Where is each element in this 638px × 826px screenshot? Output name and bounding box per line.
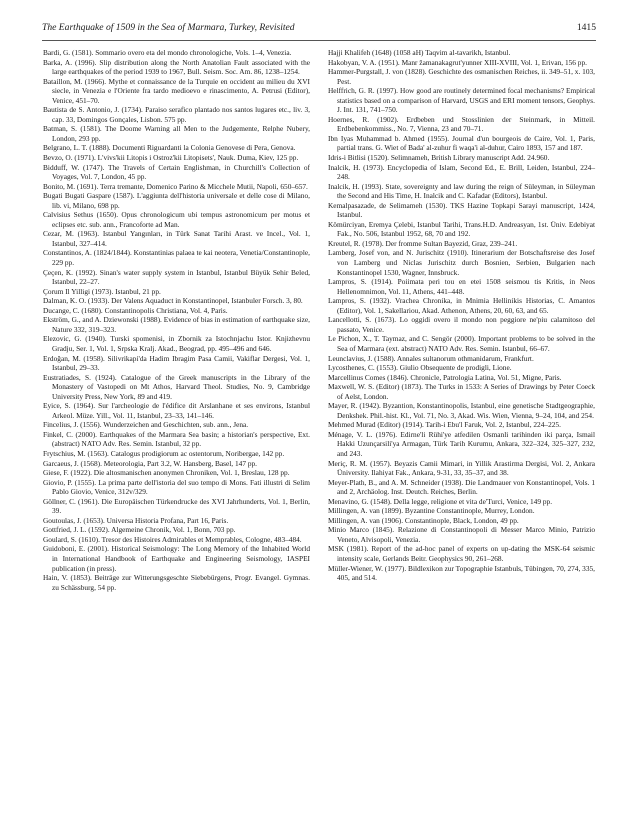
- reference-entry: Barka, A. (1996). Slip distribution along the North Anatolian Fault associated with the large earthquakes of the period 1939 to 1967, Bull. Seism. Soc. Am. 86, 1238–1254.: [43, 57, 310, 77]
- references-right-column: [328, 48, 595, 583]
- reference-entry: Belgrano, L. T. (1888). Documenti Riguardanti la Colonia Genovese di Pera, Genova.: [43, 143, 296, 153]
- references-left-column: [43, 48, 310, 592]
- reference-entry: Lampros, S. (1914). Poiimata peri tou en etei 1508 seismou tis Kritis, in Neos Hellenomnimon, Vol. 11, Athens, 441–448.: [328, 277, 595, 296]
- reference-entry: Calvisius Sethus (1650). Opus chronologicum ubi tempus astronomicum per motus et eclipses etc. sub. ann., Francoforte ad Man.: [43, 210, 310, 229]
- reference-entry: Inalcik, H. (1993). State, sovereignty and law during the reign of Süleyman, in Süleyman the Second and His Time, H. Inalcik and C. Kafadar (Editors), Istanbul.: [328, 181, 595, 201]
- reference-entry: Ménage, V. L. (1976). Edirne'li Rühi'ye atfedilen Osmanli tarihinden iki parça, Ismail Hakki Uzunçarsili'ya Armagan, Türk Tarih Kurumu, Ankara, 322–324, 325–327, 232, and 243.: [328, 429, 595, 458]
- reference-entry: Leunclavius, J. (1588). Annales sultanorum othmanidarum, Frankfurt.: [328, 353, 534, 363]
- reference-entry: Bevzo, O. (1971). L'vivs'kii Litopis i Ostroz'kii Litopisets', Nauk. Duma, Kiev, 125 pp.: [43, 153, 299, 163]
- reference-entry: Bidduff, W. (1747). The Travels of Certain Englishman, in Churchill's Collection of Voyages, Vol. 7, London, 45 pp.: [43, 162, 310, 182]
- reference-entry: Hain, V. (1853). Beiträge zur Witterungsgeschte Siebebürgens, Progr. Evangel. Gymnas. zu Schässburg, 54 pp.: [43, 573, 310, 592]
- page-header: [42, 22, 596, 36]
- reference-entry: Bautista de S. Antonio, J. (1734). Paraiso serafico plantado nos santos lugares etc., liv. 3, cap. 33, Domingos Gonçales, Lisbon. 575 pp.: [43, 105, 310, 124]
- reference-entry: Ducange, C. (1680). Constantinopolis Christiana, Vol. 4, Paris.: [43, 305, 228, 315]
- reference-entry: Müller-Wiener, W. (1977). Bildlexikon zur Topographie Istanbuls, Tübingen, 70, 274, 335, 405, and 514.: [328, 563, 595, 583]
- reference-entry: Eustratiades, S. (1924). Catalogue of the Greek manuscripts in the Library of the Monastery of Vastopedi on Mt Athos, Harvard Theol. Studies, No. 9, Cambridge University Press, New York, 89 and 419.: [43, 372, 310, 401]
- reference-entry: Meyer-Plath, B., and A. M. Schneider (1938). Die Landmauer von Konstantinopel, Vols. 1 and 2, Archäolog. Inst. Deutch. Reiches, Berlin.: [328, 477, 595, 497]
- reference-entry: Millingen, A. van (1899). Byzantine Constantinople, Murrey, London.: [328, 506, 535, 516]
- reference-entry: Gottfried, J. L. (1592). Algemeine Chronik, Vol. 1, Bonn, 703 pp.: [43, 525, 236, 535]
- reference-entry: Bugati Bugati Gaspare (1587). L'aggiunta dell'historia universale et delle cose di Milano, lib. vi, Milano, 698 pp.: [43, 191, 310, 210]
- reference-entry: Batman, S. (1581). The Doome Warning all Men to the Judgemente, Relphe Nubery, London, 293 pp.: [43, 124, 310, 143]
- reference-entry: Hakobyan, V. A. (1951). Manr žamanakagrut'yunner XIII-XVIII, Vol. 1, Erivan, 156 pp.: [328, 57, 587, 67]
- reference-entry: Cezar, M. (1963). Istanbul Yangınları, in Türk Sanat Tarihi Arast. ve Incel., Vol. 1, Istanbul, 327–414.: [43, 229, 310, 248]
- reference-entry: Erdoğan, M. (1958). Silivrikapi'da Hadim Ibragim Pasa Camii, Vakiflar Dergesi, Vol. 1, Istanbul, 29–33.: [43, 353, 310, 373]
- reference-entry: Marcellinus Comes (1846). Chronicle, Patrologia Latina, Vol. 51, Migne, Paris.: [328, 372, 562, 382]
- reference-entry: Lancellotti, S. (1673). Lo oggidi overo il mondo non peggiore ne'piu calamitoso del passato, Venice.: [328, 315, 595, 334]
- reference-entry: Mehmed Murad (Editor) (1914). Tarih-i Ebu'l Faruk, Vol. 2, Istanbul, 224–225.: [328, 420, 561, 430]
- page-number: 1415: [576, 22, 596, 33]
- reference-entry: Lamberg, Josef von, and N. Jurischitz (1910). Itinerarium der Botschaftsreise des Josef von Lamberg und Niclas Jurischitz durch Bosnien, Serbien, Bulgarien nach Konstantinopel 1530, Wagner, Innsbruck.: [328, 248, 595, 277]
- reference-entry: Bonito, M. (1691). Terra tremante, Domenico Parino & Micchele Mutii, Napoli, 650–657.: [43, 181, 308, 191]
- reference-entry: Çeçen, K. (1992). Sinan's water supply system in Istanbul, Istanbul Büyük Sehir Beled, Istanbul, 22–27.: [43, 267, 310, 287]
- reference-entry: Minio Marco (1845). Relazione di Constantinopoli di Messer Marco Minio, Patrizio Veneto, Alvisopoli, Venezia.: [328, 525, 595, 544]
- reference-entry: Goutoulas, J. (1653). Universa Historia Profana, Part 16, Paris.: [43, 515, 229, 525]
- reference-entry: Helffrich, G. R. (1997). How good are routinely determined focal mechanisms? Empirical statistics based on a comparison of Harvard, USGS and ERI moment tensors, Geophys. J. Int. 131, 741–750.: [328, 86, 595, 115]
- reference-entry: Maxwell, W. S. (Editor) (1873). The Turks in 1533: A Series of Drawings by Peter Coeck of Aelst, London.: [328, 382, 595, 401]
- running-title: The Earthquake of 1509 in the Sea of Marmara, Turkey, Revisited: [42, 22, 295, 33]
- reference-entry: Bataillon, M. (1966). Mythe et connaissance de la Turquie en occident au milieu du XVI siecle, in Venezia e l'Oriente fra tardo medioevo e rinascimento, A. Petrusi (Editor), Venice, 451–70.: [43, 76, 310, 105]
- reference-entry: Ibn Iyas Muhammad b. Ahmed (1955). Journal d'un bourgeois de Caire, Vol. 1, Paris, partial trans. G. Wiet of Bada' al-zuhur fi waqa'i al-duhur, Cairo 1893, 157 and 187.: [328, 133, 595, 153]
- reference-entry: Göllner, C. (1961). Die Europäischen Türkendrucke des XVI Jahrhunderts, Vol. 1, Berlin, 39.: [43, 496, 310, 516]
- reference-entry: Hajji Khalifeh (1648) (1058 aH) Taqvim al-tavarikh, Istanbul.: [328, 48, 511, 57]
- reference-entry: Kömürciyan, Eremya Çelebi, Istanbul Tarihi, Trans.H.D. Andreasyan, 1st. Üniv. Edebiyat Fak., No. 506, Istanbul 1952, 68, 70 and 192.: [328, 219, 595, 239]
- reference-entry: Ekström, G., and A. Dziewonski (1988). Evidence of bias in estimation of earthquake size, Nature 332, 319–323.: [43, 315, 310, 334]
- reference-entry: Constantinos, A. (1824/1844). Konstantinias palaea te kai neotera, Venetia/Constantinople, 229 pp.: [43, 248, 310, 268]
- reference-entry: Meriç, R. M. (1957). Beyazis Camii Mimari, in Yillik Arastirma Dergisi, Vol. 2, Ankara Üniversity. Ilahiyat Fak., Ankara, 9-31, 33, 35–37, and 38.: [328, 458, 595, 478]
- reference-entry: Lampros, S. (1932). Vrachea Chronika, in Mnimia Hellinikis Historias, C. Amantos (Editor), Vol. 1, Sakellariou, Akad. Athenon, Athens, 20, 60, 63, and 65.: [328, 296, 595, 315]
- reference-entry: Inalcik, H. (1973). Encyclopedia of Islam, Second Ed., E. Brill, Leiden, Istanbul, 224–248.: [328, 162, 595, 182]
- header-rule: [42, 40, 596, 41]
- reference-entry: Goulard, S. (1610). Tresor des Histoires Admirables et Memprables, Cologne, 483–484.: [43, 534, 302, 544]
- reference-entry: Le Pichon, X., T. Taymaz, and C. Sengör (2000). Important problems to be solved in the Sea of Marmara (ext. abstract) NATO Adv. Res. Semin. Istanbul, 66–67.: [328, 334, 595, 353]
- reference-entry: Menavino, G. (1548). Della legge, religione et vita de'Turci, Venice, 149 pp.: [328, 496, 553, 506]
- reference-entry: Fincelius, J. (1556). Wunderzeichen and Geschichten, sub. ann., Jena.: [43, 420, 249, 430]
- reference-entry: Mayer, R. (1942). Byzantion, Konstantinopolis, Istanbul, eine genetische Stadtgeographie, Denkshek. Phil.-hist. Kl., Vol. 71, No. 3, Akad. Wis. Wien, Vienna, 9–24, 104, and 254.: [328, 401, 595, 420]
- reference-entry: Hammer-Purgstall, J. von (1828). Geschichte des osmanischen Reiches, ii. 349–51, x. 103, Pest.: [328, 67, 595, 86]
- reference-entry: Elezovic, G. (1940). Turski spomenisi, in Zbornik za Istochnjachu Istor. Knjizhevnu Gradju, Ser. 1, Vol. 1, Srpska Kralj. Akad., Beograd, pp. 495–496 and 646.: [43, 334, 310, 353]
- reference-entry: Millingen, A. van (1906). Constantinople, Black, London, 49 pp.: [328, 515, 519, 525]
- reference-entry: Çorum Il Yilligi (1973). Istanbul, 21 pp.: [43, 286, 161, 296]
- reference-entry: Eyice, S. (1964). Sur l'archeologie de l'édifice dit Arslanhane et ses environs, Istanbul Arkeol. Müze. Yill., Vol. 11, Istanbul, 23–33, 141–146.: [43, 401, 310, 420]
- reference-entry: MSK (1981). Report of the ad-hoc panel of experts on up-dating the MSK-64 seismic intensity scale, Gerlands Beitr. Geophysics 90, 261–268.: [328, 544, 595, 563]
- reference-entry: Kreutel, R. (1978). Der fromme Sultan Bayezid, Graz, 239–241.: [328, 238, 518, 248]
- reference-entry: Garcaeus, J. (1568). Meteorologia, Part 3.2, W. Hansberg, Basel, 147 pp.: [43, 458, 258, 468]
- reference-entry: Giese, F. (1922). Die altosmanischen anonymen Chroniken, Vol. 1, Breslau, 128 pp.: [43, 468, 290, 478]
- reference-entry: Lycosthenes, C. (1553). Giulio Obsequente de prodigli, Lione.: [328, 363, 512, 373]
- reference-entry: Finkel, C. (2000). Earthquakes of the Marmara Sea basin; a historian's perspective, Ext. (abstract) NATO Adv. Res. Semin. Istanbul, 32 pp.: [43, 429, 310, 449]
- reference-entry: Giovio, P. (1555). La prima parte dell'istoria del suo tempo di Mons. Fati illustri di Selim Pablo Giovio, Venice, 312v/329.: [43, 477, 310, 497]
- reference-entry: Frytschius, M. (1563). Catalogus prodigiorum ac ostentorum, Noribergae, 142 pp.: [43, 448, 285, 458]
- reference-entry: Idris-i Bitlisi (1520). Selimnameh, British Library manuscript Add. 24.960.: [328, 153, 550, 163]
- reference-entry: Guidoboni, E. (2001). Historical Seismology: The Long Memory of the Inhabited World in International Handbook of Earthquake and Engineering Seismology, IASPEI publication (in press).: [43, 544, 310, 573]
- reference-entry: Dalman, K. O. (1933). Der Valens Aquaduct in Konstantinopel, Istanbuler Forsch. 3, 80.: [43, 296, 303, 306]
- reference-entry: Hoernes, R. (1902). Erdbeben und Stosslinien der Steinmark, in Mitteil. Erdbebenkommiss., No. 7, Vienna, 23 and 70–71.: [328, 114, 595, 134]
- reference-entry: Kemalpasazade, de Selimameh (1530). TKS Hazine Topkapi Sarayi manuscript, 1424, Istanbul.: [328, 200, 595, 220]
- reference-entry: Bardi, G. (1581). Sommario overo eta del mondo chronologiche, Vols. 1–4, Venezia.: [43, 48, 292, 57]
